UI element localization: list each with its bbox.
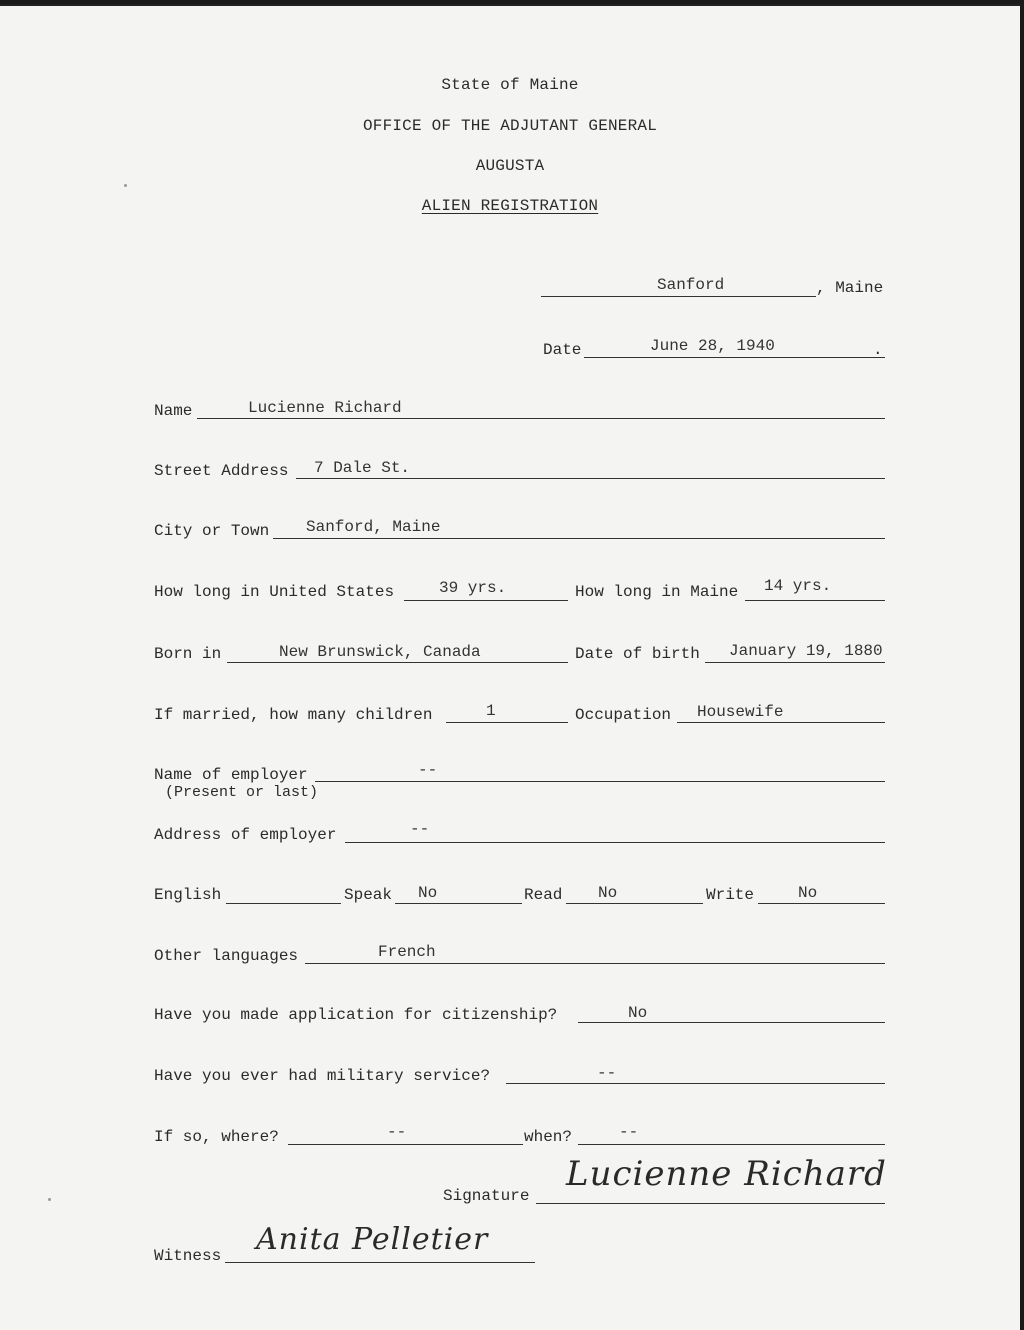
witness-label: Witness	[154, 1247, 222, 1265]
employer-address-label: Address of employer	[154, 826, 337, 844]
how-long-us-line	[404, 600, 568, 601]
citizenship-line	[578, 1022, 885, 1023]
paper-speck	[124, 184, 127, 187]
employer-name-value: --	[418, 761, 438, 779]
witness-line	[225, 1262, 535, 1263]
english-line	[226, 903, 341, 904]
read-label: Read	[524, 886, 563, 904]
street-line	[296, 478, 885, 479]
where-label: If so, where?	[154, 1128, 279, 1146]
where-value: --	[387, 1123, 407, 1141]
how-long-maine-label: How long in Maine	[575, 583, 739, 601]
city-line	[273, 538, 885, 539]
when-label: when?	[524, 1128, 573, 1146]
name-line	[197, 418, 885, 419]
children-label: If married, how many children	[154, 706, 433, 724]
employer-name-label: Name of employer	[154, 766, 308, 784]
citizenship-label: Have you made application for citizenship?	[154, 1006, 558, 1024]
form-page	[0, 4, 1020, 1330]
when-line	[578, 1144, 885, 1145]
military-value: --	[597, 1064, 617, 1082]
born-in-value: New Brunswick, Canada	[279, 643, 481, 661]
when-value: --	[619, 1123, 639, 1141]
signature-handwriting: Lucienne Richard	[566, 1154, 887, 1194]
children-value: 1	[486, 702, 496, 720]
how-long-us-value: 39 yrs.	[439, 579, 507, 597]
witness-handwriting: Anita Pelletier	[256, 1222, 489, 1257]
city-label: City or Town	[154, 522, 270, 540]
speak-label: Speak	[344, 886, 393, 904]
write-value: No	[798, 884, 818, 902]
write-line	[758, 903, 885, 904]
how-long-maine-line	[745, 600, 885, 601]
header-city: AUGUSTA	[475, 157, 545, 175]
citizenship-value: No	[628, 1004, 648, 1022]
other-languages-value: French	[378, 943, 436, 961]
how-long-maine-value: 14 yrs.	[764, 577, 832, 595]
town-state-suffix: , Maine	[816, 279, 884, 297]
date-period: .	[873, 341, 883, 359]
header-state: State of Maine	[441, 76, 579, 94]
where-line	[288, 1144, 523, 1145]
other-languages-label: Other languages	[154, 947, 299, 965]
employer-name-line	[315, 781, 885, 782]
signature-line	[536, 1203, 885, 1204]
speak-line	[395, 903, 522, 904]
paper-speck	[48, 1198, 51, 1201]
city-value: Sanford, Maine	[306, 518, 441, 536]
date-of-birth-label: Date of birth	[575, 645, 700, 663]
town-line	[541, 296, 816, 297]
form-title-text: ALIEN REGISTRATION	[421, 197, 599, 215]
date-value: June 28, 1940	[650, 337, 775, 355]
date-label: Date	[543, 341, 582, 359]
children-line	[446, 722, 568, 723]
military-label: Have you ever had military service?	[154, 1067, 491, 1085]
write-label: Write	[706, 886, 755, 904]
other-languages-line	[305, 963, 885, 964]
english-label: English	[154, 886, 222, 904]
employer-address-line	[345, 842, 885, 843]
speak-value: No	[418, 884, 438, 902]
military-line	[506, 1083, 885, 1084]
date-of-birth-line	[705, 662, 885, 663]
date-line	[584, 357, 885, 358]
born-in-line	[227, 662, 568, 663]
read-line	[566, 903, 703, 904]
employer-address-value: --	[410, 820, 430, 838]
how-long-us-label: How long in United States	[154, 583, 395, 601]
occupation-line	[677, 722, 885, 723]
street-value: 7 Dale St.	[314, 459, 411, 477]
signature-label: Signature	[443, 1187, 530, 1205]
header-office: OFFICE OF THE ADJUTANT GENERAL	[362, 117, 658, 135]
name-label: Name	[154, 402, 193, 420]
form-title	[0, 197, 1020, 215]
street-label: Street Address	[154, 462, 289, 480]
employer-name-sublabel: (Present or last)	[165, 784, 319, 801]
name-value: Lucienne Richard	[248, 399, 402, 417]
date-of-birth-value: January 19, 1880	[729, 642, 883, 660]
occupation-label: Occupation	[575, 706, 672, 724]
read-value: No	[598, 884, 618, 902]
occupation-value: Housewife	[697, 703, 784, 721]
born-in-label: Born in	[154, 645, 222, 663]
town-value: Sanford	[657, 276, 725, 294]
